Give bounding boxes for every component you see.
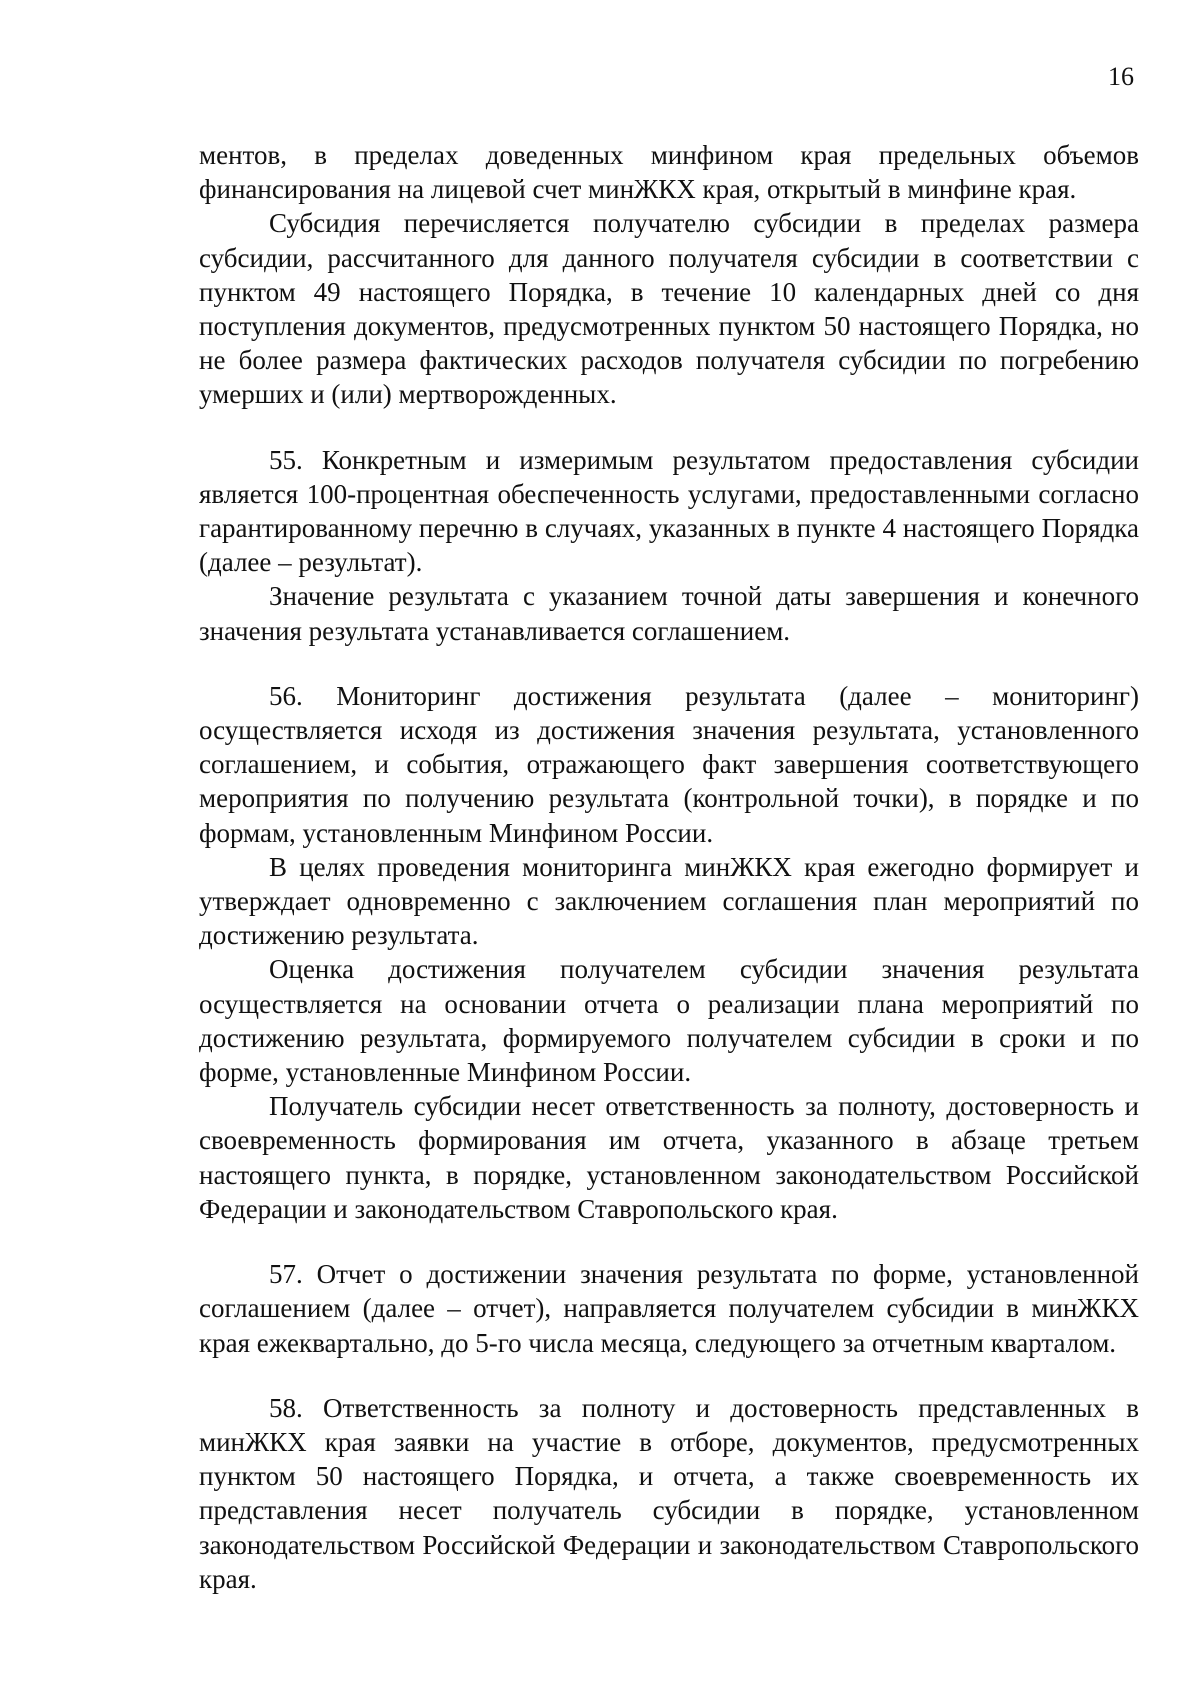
paragraph-section-58: 58. Ответственность за полноту и достоверность представленных в минЖКХ края заявки на участие в отборе, документов, предусмотренных пунктом 50 настоящего Порядка, и отчета, а также своевременность их представления несет получатель субсидии в порядке, установленном законодательством Российской Федерации и законодательством Ставропольского края. (199, 1392, 1139, 1594)
paragraph-section-55: 55. Конкретным и измеримым результатом предоставления субсидии является 100-процентная обеспеченность услугами, предоставленными согласно гарантированному перечню в случаях, указанных в пункте 4 настоящего Порядка (далее – результат). (199, 444, 1139, 578)
paragraph-section-56: 56. Мониторинг достижения результата (далее – мониторинг) осуществляется исходя из достижения значения результата, установленного соглашением, и события, отражающего факт завершения соответствующего мероприятия по получению результата (контрольной точки), в порядке и по формам, установленным Минфином России. (199, 680, 1139, 848)
page-number: 16 (1108, 62, 1134, 91)
document-body (199, 138, 1139, 1596)
paragraph-monitoring-plan: В целях проведения мониторинга минЖКХ края ежегодно формирует и утверждает одновременно с заключением соглашения план мероприятий по достижению результата. (199, 851, 1139, 951)
paragraph-continuation: ментов, в пределах доведенных минфином края предельных объемов финансирования на лицевой счет минЖКХ края, открытый в минфине края. (199, 140, 1139, 205)
paragraph-assessment: Оценка достижения получателем субсидии значения результата осуществляется на основании отчета о реализации плана мероприятий по достижению результата, формируемого получателем субсидии в сроки и по форме, установленные Минфином России. (199, 954, 1139, 1088)
paragraph-responsibility: Получатель субсидии несет ответственность за полноту, достоверность и своевременность формирования им отчета, указанного в абзаце третьем настоящего пункта, в порядке, установленном законодательством Российской Федерации и законодательством Ставропольского края. (199, 1091, 1139, 1224)
paragraph-result-value: Значение результата с указанием точной даты завершения и конечного значения результата устанавливается соглашением. (199, 581, 1139, 646)
paragraph-subsidy-transfer: Субсидия перечисляется получателю субсидии в пределах размера субсидии, рассчитанного для данного получателя субсидии в соответствии с пунктом 49 настоящего Порядка, в течение 10 календарных дней со дня поступления документов, предусмотренных пунктом 50 настоящего Порядка, но не более размера фактических расходов получателя субсидии по погребению умерших и (или) мертворожденных. (199, 208, 1139, 410)
paragraph-section-57: 57. Отчет о достижении значения результата по форме, установленной соглашением (далее – отчет), направляется получателем субсидии в минЖКХ края ежеквартально, до 5-го числа месяца, следующего за отчетным кварталом. (199, 1259, 1139, 1358)
